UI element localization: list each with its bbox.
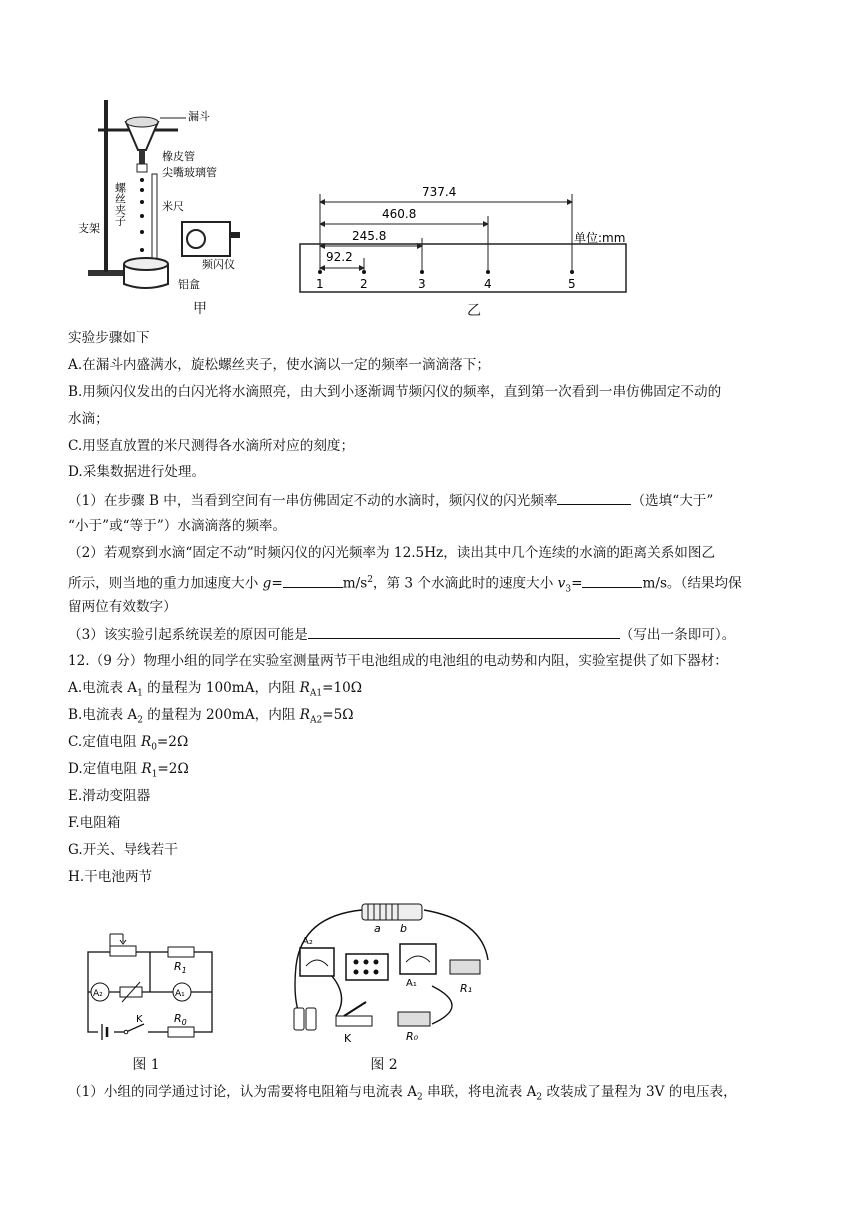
point-3: 3	[418, 277, 426, 291]
question-2-line-b: 所示，则当地的重力加速度大小 $g= m/s^2$，第 3 个水滴此时的速度大小 $v_3= m/s$。（结果均保	[68, 570, 742, 599]
text-line-3: B.用频闪仪发出的白闪光将水滴照亮，由大到小逐渐调节频闪仪的频率，直到第一次看到一串仿佛固定不动的	[68, 384, 722, 400]
circuit-caption-2: 图 2	[370, 1057, 398, 1073]
label-strobe: 频闪仪	[202, 258, 235, 271]
unit-label: 单位:mm	[574, 231, 626, 245]
label-funnel: 漏斗	[188, 110, 210, 123]
item-e: E.滑动变阻器	[68, 788, 151, 804]
text-line-4: 水滴；	[68, 411, 109, 427]
label-ruler: 米尺	[162, 200, 184, 213]
figure-caption-jia: 甲	[193, 301, 207, 317]
point-1: 1	[316, 277, 324, 291]
problem-12-intro: 12.（9 分）物理小组的同学在实验室测量两节干电池组成的电池组的电动势和内阻，实验室提供了如下器材：	[68, 653, 728, 669]
circuit-caption-1: 图 1	[132, 1057, 160, 1073]
question-1-line-a	[68, 490, 713, 511]
eq-a2-label: A₂	[302, 936, 313, 947]
point-2: 2	[360, 277, 368, 291]
drop-points	[318, 270, 574, 274]
circuit-diagram-1	[80, 930, 220, 1042]
ruler	[152, 174, 157, 266]
dim-460: 460.8	[382, 207, 417, 221]
text-line-6: D.采集数据进行处理。	[68, 464, 206, 480]
label-glass-tube: 尖嘴玻璃管	[162, 166, 217, 179]
figure-caption-yi: 乙	[467, 303, 481, 319]
circuit1-k-label: K	[136, 1014, 143, 1025]
eq-b-label: b	[400, 922, 407, 935]
answer-blank-v3[interactable]	[582, 573, 642, 588]
text-line-5: C.用竖直放置的米尺测得各水滴所对应的刻度；	[68, 438, 355, 454]
item-g: G.开关、导线若干	[68, 842, 178, 858]
point-4: 4	[484, 277, 492, 291]
eq-a1-label: A₁	[406, 978, 417, 989]
dim-245: 245.8	[352, 229, 387, 243]
item-h: H.干电池两节	[68, 869, 153, 885]
eq-k-label: K	[344, 1032, 352, 1045]
text-line-1: 实验步骤如下	[68, 330, 150, 346]
apparatus-figure	[78, 92, 278, 297]
last-question-line: （1）小组的同学通过讨论，认为需要将电阻箱与电流表 $A_2$ 串联，将电流表 $A_2$ 改装成了量程为 3V 的电压表，	[68, 1084, 737, 1103]
item-b: B.电流表 $A_2$ 的量程为 200mA，内阻 $R_{A2}=5\Omega$	[68, 707, 354, 726]
question-2-line-a: （2）若观察到水滴“固定不动”时频闪仪的闪光频率为 12.5Hz，读出其中几个连续的水滴的距离关系如图乙	[68, 545, 716, 561]
dim-92: 92.2	[326, 250, 353, 264]
item-a: A.电流表 $A_1$ 的量程为 100mA，内阻 $R_{A1}=10\Omega$	[68, 680, 363, 699]
equipment-diagram-2	[282, 896, 504, 1046]
eq-r1-label: R₁	[460, 982, 473, 995]
label-stand: 支架	[78, 222, 100, 235]
dim-737: 737.4	[422, 185, 457, 199]
eq-a-label: a	[374, 922, 381, 935]
answer-blank-error[interactable]	[308, 624, 620, 639]
text-line-2: A.在漏斗内盛满水，旋松螺丝夹子，使水滴以一定的频率一滴滴落下；	[68, 357, 490, 373]
eq-r0-label: R₀	[406, 1030, 419, 1043]
item-d: D.定值电阻 $R_1=2\Omega$	[68, 761, 189, 780]
q1-text: （1）在步骤 B 中，当看到空间有一串仿佛固定不动的水滴时，频闪仪的闪光频率	[68, 493, 558, 509]
circuit1-a1-label: A₁	[175, 989, 185, 999]
answer-blank-g[interactable]	[283, 573, 343, 588]
label-tray: 铝盒	[178, 278, 200, 291]
item-f: F.电阻箱	[68, 815, 121, 831]
circuit1-r0-label: $R_0$	[174, 1012, 187, 1027]
label-rubber-tube: 橡皮管	[162, 150, 195, 163]
water-drops	[140, 178, 144, 252]
answer-blank-frequency[interactable]	[557, 490, 631, 505]
point-5: 5	[568, 277, 576, 291]
circuit1-r1-label: $R_1$	[174, 960, 187, 975]
question-2-line-c: 留两位有效数字）	[68, 599, 177, 615]
circuit1-a2-label: A₂	[93, 989, 103, 999]
question-3-line: （3）该实验引起系统误差的原因可能是 （写出一条即可）。	[68, 624, 735, 645]
label-clamp: 螺丝夹子	[113, 182, 127, 226]
q1-option: （选填“大于”	[631, 493, 714, 509]
question-1-line-b: “小于”或“等于”）水滴滴落的频率。	[68, 518, 287, 534]
item-c: C.定值电阻 $R_0=2\Omega$	[68, 734, 189, 753]
measurement-figure	[296, 180, 636, 296]
